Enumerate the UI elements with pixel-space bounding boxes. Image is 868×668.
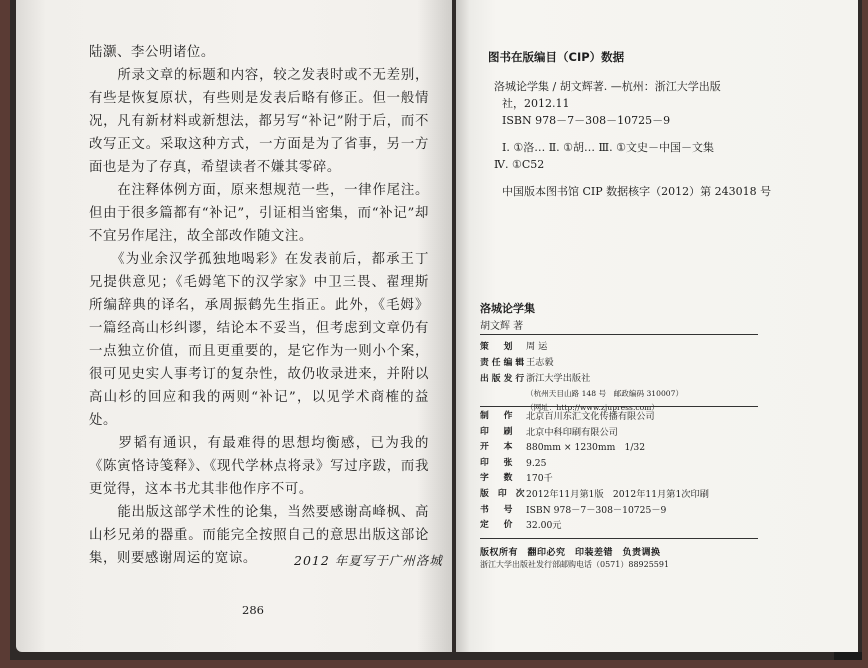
spec-value: 2012年11月第1版 2012年11月第1次印刷 — [526, 488, 709, 500]
spec-label: 印 张 — [480, 457, 516, 468]
spec-row — [480, 518, 770, 534]
cip-heading: 图书在版编目（CIP）数据 — [488, 50, 625, 64]
cip-line: ISBN 978－7－308－10725－9 — [502, 114, 671, 127]
spec-value: 32.00元 — [526, 520, 562, 532]
spec-label: 开 本 — [480, 442, 516, 453]
signature-line: 2012 年夏写于广州洛城 — [294, 553, 443, 568]
scan-edge — [834, 652, 862, 660]
credit-row — [480, 387, 770, 401]
credit-value: （杭州天目山路 148 号 邮政编码 310007） — [526, 389, 684, 398]
right-page — [456, 0, 858, 652]
credit-value: 浙江大学出版社 — [526, 373, 591, 384]
credit-value: 王志毅 — [526, 357, 554, 368]
paragraph: 能出版这部学术性的论集，当然要感谢高峰枫、高山杉兄弟的器重。而能完全按照自己的意思出版这部论集，则要感谢周运的宽谅。 — [89, 505, 429, 566]
spec-row — [480, 456, 770, 472]
paragraph: 罗韬有通识，有最难得的思想均衡感，已为我的《陈寅恪诗笺释》、《现代学林点将录》写过序跋，而我更觉得，这本书尤其非他作序不可。 — [89, 436, 429, 497]
divider — [480, 406, 758, 407]
cip-line: Ⅰ. ①洛… Ⅱ. ①胡… Ⅲ. ①文史－中国－文集 — [502, 141, 714, 154]
credit-label: 出版发行 — [480, 374, 528, 384]
page-number: 286 — [242, 603, 264, 617]
cip-line: 社，2012.11 — [502, 97, 570, 110]
spec-row — [480, 471, 770, 487]
cip-line: Ⅳ. ①C52 — [494, 158, 545, 171]
book-spread — [10, 0, 862, 660]
spec-row — [480, 440, 770, 456]
cip-line: 洛城论学集 / 胡文辉著. —杭州：浙江大学出版 — [494, 80, 721, 93]
paragraph: 陆灏、李公明诸位。 — [89, 45, 215, 60]
credit-row — [480, 339, 770, 355]
mail-order-phone: 浙江大学出版社发行部邮购电话（0571）88925591 — [480, 560, 670, 569]
spec-label: 印 刷 — [480, 426, 516, 437]
spec-value: 880mm × 1230mm 1/32 — [526, 442, 646, 454]
postscript-body — [89, 41, 429, 570]
credit-label: 策 划 — [480, 342, 516, 352]
credits-block — [480, 339, 770, 415]
credit-label: 责任编辑 — [480, 358, 528, 368]
spec-label: 书 号 — [480, 504, 516, 515]
credit-row — [480, 355, 770, 371]
credit-label — [480, 387, 526, 401]
left-page — [16, 0, 452, 652]
spec-row — [480, 503, 770, 519]
author: 胡文辉 著 — [480, 321, 524, 332]
paragraph: 《为业余汉学孤独地喝彩》在发表前后，都承王丁兄提供意见；《毛姆笔下的汉学家》中卫三畏、翟理斯所编辞典的译名，承周振鹤先生指正。此外，《毛姆》一篇经高山杉纠谬，结论本不妥当，但考虑到文章仍有一点独立价值，而且更重要的，是它作为一则小个案，很可见史实人事考订的复杂性，故仍收录进来，并附以高山杉的回应和我的两则“补记”，以见学术商榷的益处。 — [89, 252, 429, 428]
cip-line: 中国版本图书馆 CIP 数据核字（2012）第 243018 号 — [502, 185, 772, 198]
paragraph: 在注释体例方面，原来想规范一些，一律作尾注。但由于很多篇都有“补记”，引证相当密集，而“补记”却不宜另作尾注，故全部改作随文注。 — [89, 183, 429, 244]
credit-value: （网址：http://www.zjupress.com） — [526, 403, 659, 412]
spec-row — [480, 425, 770, 441]
spec-value: 北京中科印刷有限公司 — [526, 426, 618, 438]
spec-value: 170千 — [526, 473, 553, 485]
credit-value: 周 运 — [526, 341, 548, 352]
spec-value: ISBN 978－7－308－10725－9 — [526, 504, 667, 516]
divider — [480, 538, 758, 539]
book-title: 洛城论学集 — [480, 302, 535, 315]
rights-notice: 版权所有 翻印必究 印装差错 负责调换 — [480, 548, 661, 558]
spec-row — [480, 487, 770, 503]
divider — [480, 334, 758, 335]
credit-row — [480, 371, 770, 387]
spec-value: 9.25 — [526, 457, 547, 469]
spec-label: 定 价 — [480, 520, 516, 531]
spec-value: 北京百川东汇文化传播有限公司 — [526, 411, 655, 422]
spec-label: 制 作 — [480, 411, 516, 421]
paragraph: 所录文章的标题和内容，较之发表时或不无差别，有些是恢复原状，有些则是发表后略有修正。但一般情况，凡有新材料或新想法，都另写“补记”附于后，而不改写正文。采取这种方式，一方面是为了省事，另一方面也是为了存真，希望读者不嫌其零碎。 — [89, 68, 429, 175]
specs-block — [480, 409, 770, 534]
spec-row — [480, 409, 770, 425]
spec-label: 版 印 次 — [480, 488, 528, 499]
spec-label: 字 数 — [480, 473, 516, 484]
cip-record — [494, 78, 772, 200]
